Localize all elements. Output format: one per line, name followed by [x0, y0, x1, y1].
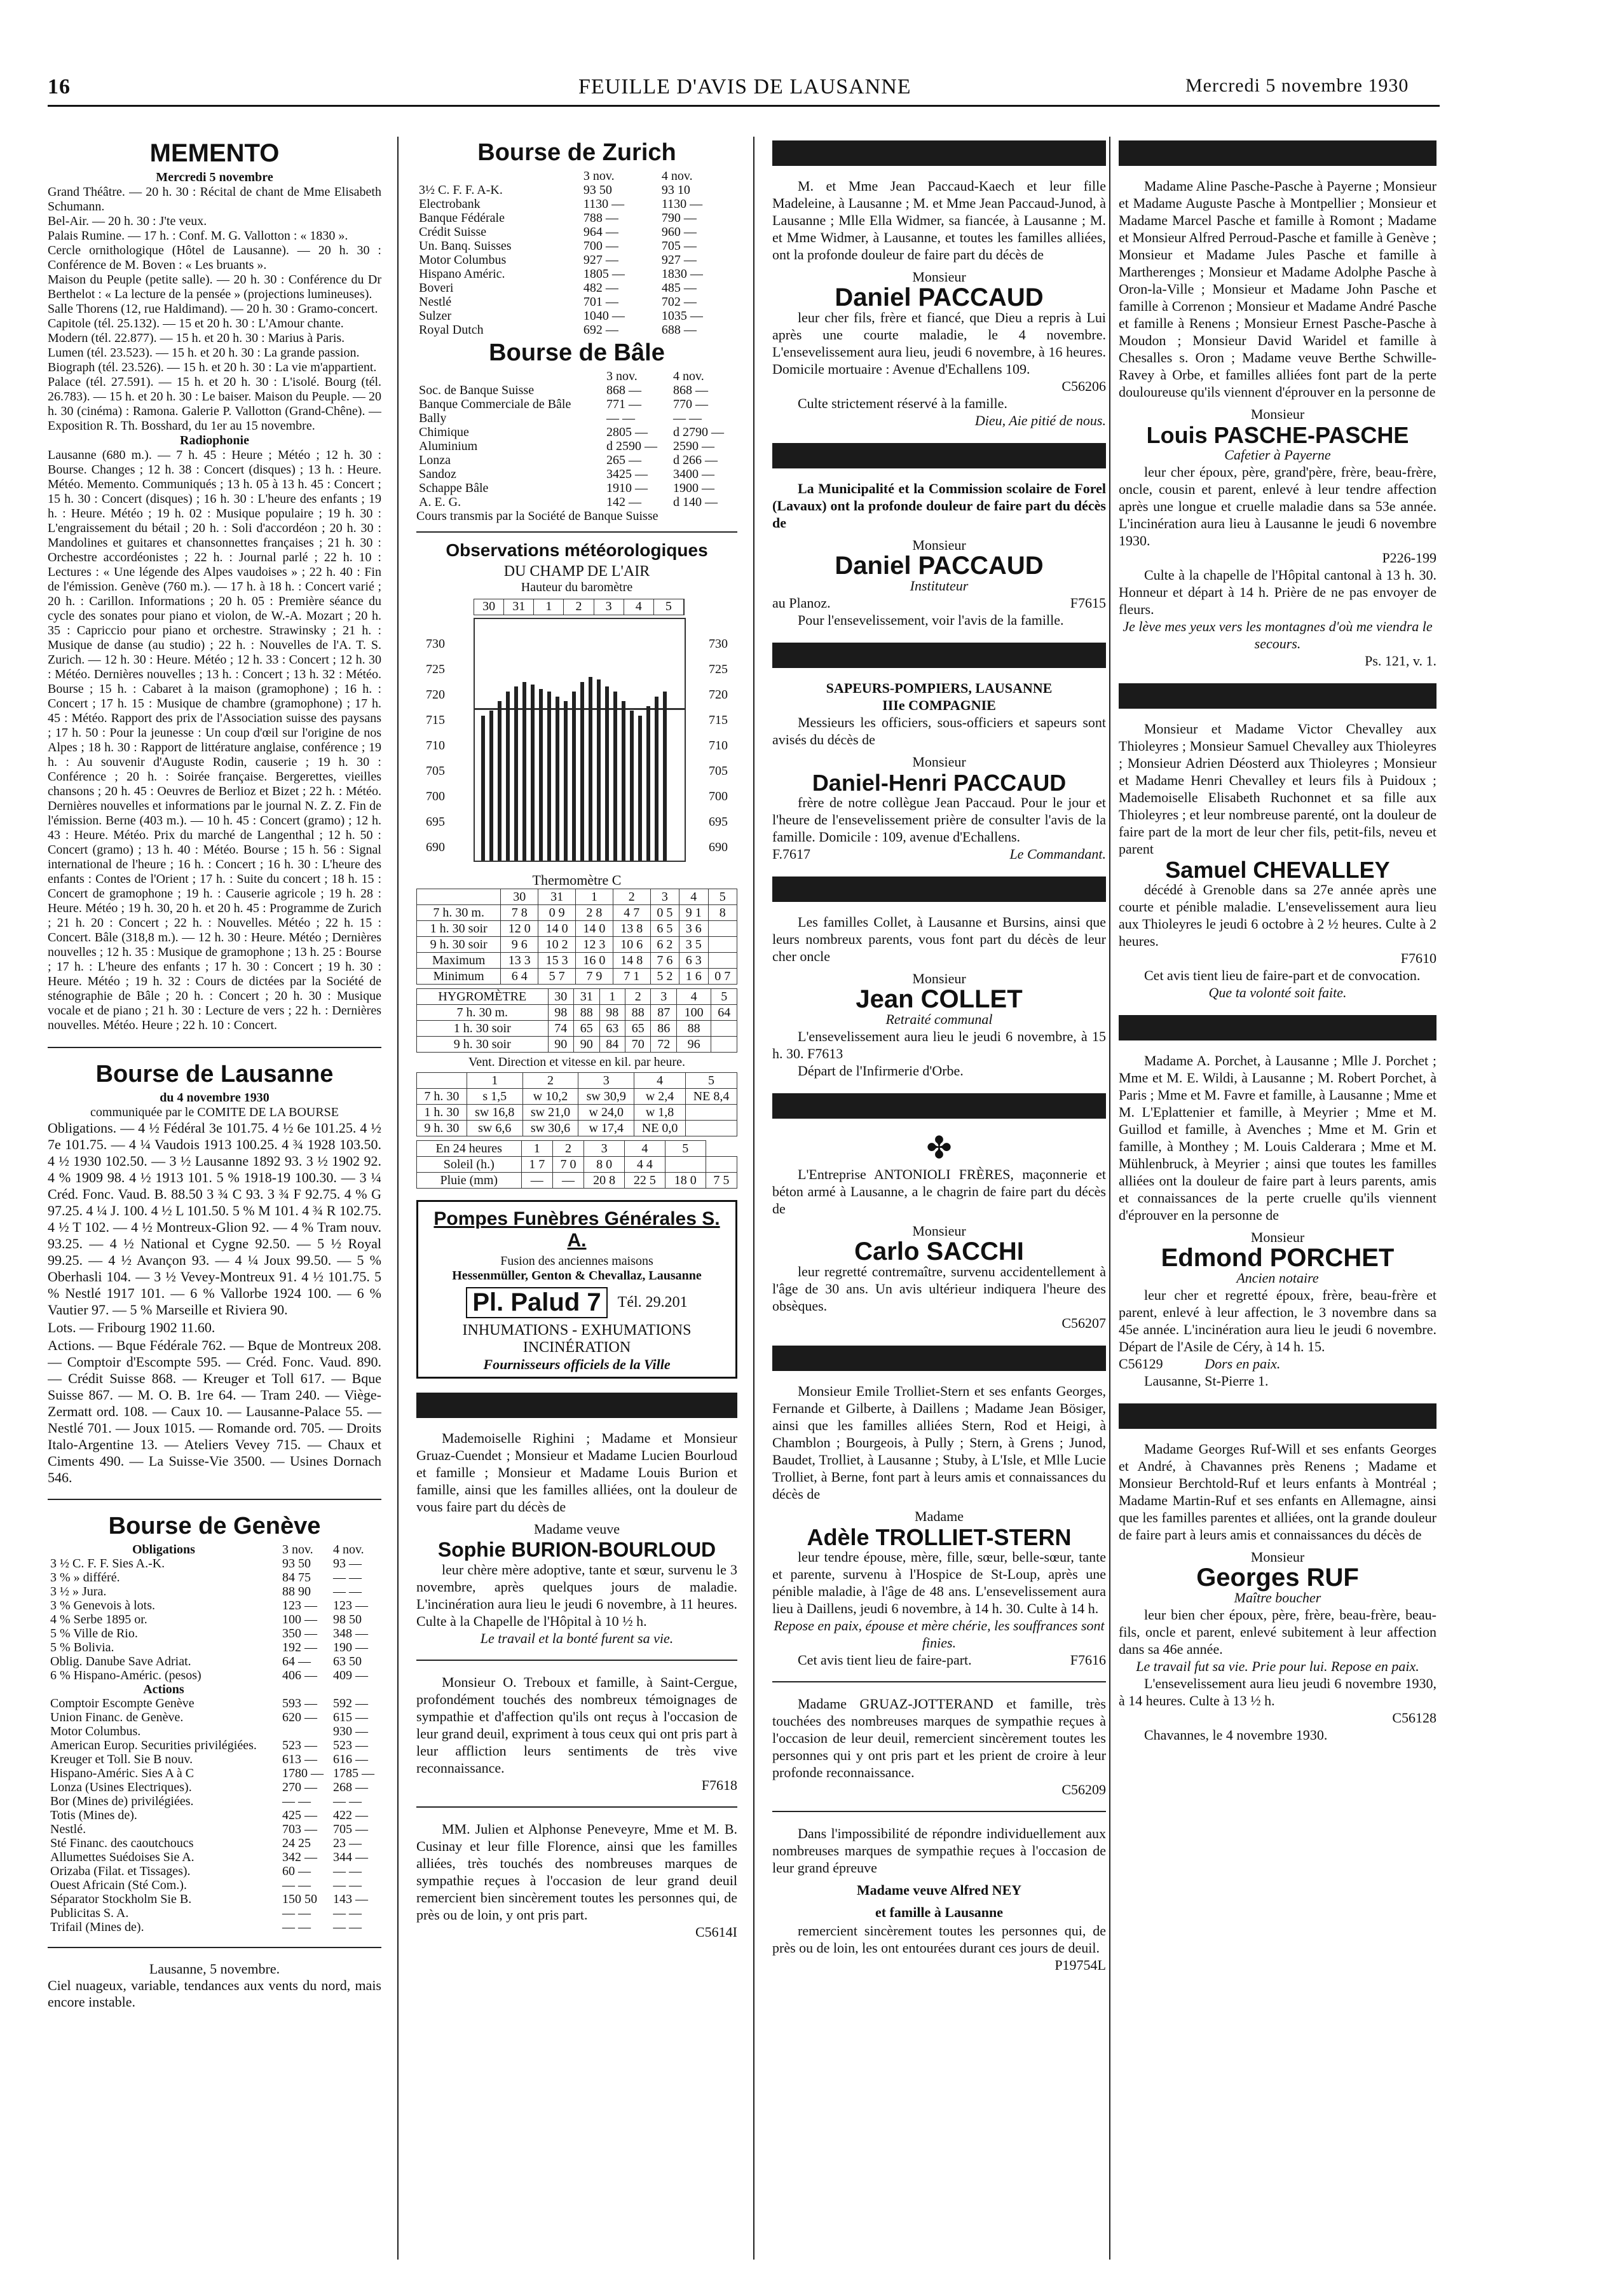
observations-title: Observations météorologiques — [446, 540, 708, 560]
header-rule — [48, 105, 1440, 107]
table-row: 6 % Hispano-Améric. (pesos) 406 — 409 — — [50, 1668, 368, 1682]
table-row: Motor Columbus 927 — 927 — — [419, 253, 697, 267]
bourse-geneve-title: Bourse de Genève — [108, 1513, 321, 1539]
burion-announcement: Mademoiselle Righini ; Madame et Monsieur Gruaz-Cuendet ; Monsieur et Madame Lucien Bourloud et famille ; Monsieur et Madame Louis Burion et famille, ainsi que les familles alliées, ont la douleur de vous faire part du décès de Madame veuve Sophie BURION-BOURLOUD leur chère mère adoptive, tante et sœur, survenu le 3 novembre, après quelques jours de maladie. L'incinération aura lieu le jeudi 6 novembre, à 11 heures. Culte à la Chapelle de l'Hôpital à 10 ½ h. Le travail et la bonté furent sa vie. — [416, 1430, 737, 1646]
observations-place: DU CHAMP DE L'AIR — [503, 563, 650, 580]
divider — [416, 1806, 737, 1808]
barometer-bar — [605, 686, 609, 861]
day-label: 4 — [624, 599, 654, 615]
paccaud-firemen-announcement: SAPEURS-POMPIERS, LAUSANNE IIIe COMPAGNIE Messieurs les officiers, sous-officiers et sapeurs sont avisés du décès de Monsieur Daniel-Henri PACCAUD frère de notre collègue Jean Paccaud. Pour le jour et l'heure de l'ensevelissement prière de consulter l'avis de la famille. Domicile : 109, avenue d'Echallens. F.7617 Le Commandant. — [772, 680, 1106, 862]
mourning-bar — [772, 1346, 1106, 1371]
table-row: Bor (Mines de) privilégiées. — — — — — [50, 1794, 362, 1808]
table-row: Banque Commerciale de Bâle 771 — 770 — — [419, 397, 709, 411]
thermo-title: Thermomètre C — [532, 872, 622, 888]
table-row: Electrobank 1130 — 1130 — — [419, 197, 703, 211]
porchet-announcement: Madame A. Porchet, à Lausanne ; Mlle J. Porchet ; Mme et M. E. Wildi, à Lausanne ; M. Robert Porchet, à Paris ; Mme et M. Favre et famille, à Lausanne ; Mme et M. L'Eplattenier et famille, à Meyrier ; Mme et M. Guillod et famille, à Avenches ; Mme et M. Grin et famille, à Monthey ; M. Louis Calderara ; Mme et M. Mühlenbruck, à Meyrier ; ainsi que toutes les familles alliées ont la douleur de faire part à leurs parents, amis et connaissances de la perte cruelle qu'ils viennent d'éprouver en la personne de Monsieur Edmond PORCHET Ancien notaire leur cher et regretté époux, frère, beau-frère et parent, enlevé à leur affection, le 3 novembre dans sa 45e année. L'incinération aura lieu le jeudi 6 novembre. Départ de l'Asile de Céry, à 14 h. 15. C56129 Dors en paix. Lausanne, St-Pierre 1. — [1119, 1053, 1436, 1389]
barometer-bar — [506, 692, 510, 861]
table-row: HYGROMÈTRE 30 31 1 2 3 4 5 — [417, 989, 737, 1005]
weather-text: Ciel nuageux, variable, tendances aux vents du nord, mais encore instable. — [48, 1977, 381, 2010]
divider — [48, 1499, 381, 1500]
table-row: Kreuger et Toll. Sie B nouv. 613 — 616 — — [50, 1752, 368, 1766]
barometer-bar — [597, 679, 601, 861]
radio-body: Lausanne (680 m.). — 7 h. 45 : Heure ; Météo ; 12 h. 30 : Bourse. Changes ; 12 h. 38 : Concert (disques) ; 13 h. : Heure. Météo. Memento. Communiqués ; 13 h. 05 à 13 h. 45 : Concert ; 15 h. 30 : Concert (disques) ; 16 h. 30 : L'heure des enfants ; 19 h. : Heure. Météo ; 19 h. 02 : Musique populaire ; 19 h. 30 : L'engraissement du bétail ; 20 h. : Soli d'accordéon ; 20 h. 30 : Mandolines et guitares et chansonnettes françaises ; 21 h. 30 : Orchestre accordéonistes ; 22 h. : Journal parlé ; 22 h. 10 : Lectures : « Une légende des Alpes vaudoises » ; 22 h. 40 : Fin de l'émission. Genève (760 m.). — 17 h. à 18 h. : Concert varié ; 20 h. : Carillon. Informations ; 20 h. 05 : Première séance du cycle des sonates pour piano et violon, de W.-A. Mozart ; 20 h. 35 : Capriccio pour piano et orchestre. Strawinsky ; 21 h. : Musique de danse (au studio) ; 22 h. : Nouvelles de l'A. T. S. Zurich. — 12 h. 30 : Heure. Météo ; 12 h. 33 : Concert ; 12 h. 30 : Météo. Dernières nouvelles ; 13 h. : Concert ; 13 h. 32 : Météo. Bourse ; 15 h. : Cabaret à la maison (gramophone) ; 16 h. : Concert ; 17 h. 15 : Musique de chambre (gramophone) ; 17 h. 45 : Météo. Rapport des prix de l'Association suisse des paysans ; 17 h. 50 : Pour la jeunesse : Un coup d'œil sur l'origine de nos Alpes ; 18 h. 30 : Rapport de littérature anglaise, conférence ; 19 h. : Au souvenir d'Auguste Rodin, causerie ; 19 h. 30 : Conférence ; 20 h. : Soirée française. Bergerettes, vieilles chansons ; 20 h. 45 : Oeuvres de Berlioz et Bizet ; 22 h. : Météo. Dernières nouvelles et informations par le journal N. Z. Z. Fin de l'émission. Berne (403 m.). — 10 h. 45 : Concert (gramo) ; 12 h. 43 : Heure. Météo. Prix du marché de Langenthal ; 12 h. 50 : Concert (gramo) ; 13 h. 40 : Météo. Bourse ; 15 h. 56 : Signal international de l'heure ; 16 h. : Concert ; 16 h. 30 : L'heure des enfants : Contes de l'Orient ; 17 h. : Suite du concert ; 18 h. 15 : Concert de gramophone ; 19 h. : Causerie agricole ; 19 h. 28 : Heure. Météo ; 19 h. 30, 20 h. et 20 h. 45 : Programme de Zurich ; 21 h. 20 : Concert ; 22 h. : Nouvelles. Météo ; 22 h. 15 : Concert. Bâle (318,8 m.). — 12 h. 30 : Heure. Météo ; Dernières nouvelles ; 12 h. 35 : Musique de gramophone ; 13 h. 25 : Bourse ; 17 h. : L'heure des enfants ; 17 h. 30 : Concert ; 19 h. 30 : Heure. Météo ; 19 h. 32 : Cours de dictées par la Société de sténographie de Bâle ; 20 h. : Concert ; 20 h. 30 : Musique vocale et de piano ; 21 h. 30 : Lecture de vers ; 22 h. : Dernières nouvelles. Météo. Heure ; 22 h. 10 : Concert. — [48, 448, 381, 1032]
ney-thanks: Dans l'impossibilité de répondre individuellement aux nombreuses marques de sympathie reçues à l'occasion de leur grand épreuve Madame veuve Alfred NEY et famille à Lausanne remercient sincèrement toutes les personnes qui, de près ou de loin, les ont entourées durant ces jours de deuil. P19754L — [772, 1825, 1106, 1973]
column-4 — [1119, 137, 1436, 2260]
scale-label: 690 — [709, 840, 728, 854]
table-row: Motor Columbus. 930 — — [50, 1724, 368, 1738]
table-row: Publicitas S. A. — — — — — [50, 1906, 362, 1920]
cross-icon: ✤ — [926, 1131, 952, 1165]
bourse-bale-footer: Cours transmis par la Société de Banque Suisse — [416, 509, 658, 523]
table-row: Sulzer 1040 — 1035 — — [419, 309, 703, 323]
table-row: 7 h. 30 m. 98 88 98 88 87 100 64 — [417, 1005, 737, 1021]
table-row: Aluminium d 2590 — 2590 — — [419, 439, 715, 453]
table-row: 7 h. 30 m. 7 8 0 9 2 8 4 7 0 5 9 1 8 — [417, 905, 737, 921]
barometer-bar — [638, 716, 642, 861]
barometer-bar — [589, 677, 592, 861]
bourse-lausanne-date: du 4 novembre 1930 — [160, 1091, 270, 1105]
scale-label: 715 — [426, 713, 445, 727]
table-row: Totis (Mines de). 425 — 422 — — [50, 1808, 368, 1822]
table-row: Orizaba (Filat. et Tissages). 60 — — — — [50, 1864, 362, 1878]
scale-label: 695 — [709, 815, 728, 829]
table-row: Pluie (mm) — — 20 8 22 5 18 0 7 5 — [417, 1173, 737, 1189]
table-row: 3 % » différé. 84 75 — — — [50, 1571, 362, 1585]
bourse-geneve-table: Obligations 3 nov. 4 nov. 3 ½ C. F. F. Sies A.-K. 93 50 93 — 3 % » différé. 84 75 — — 3 ½ » Jura. 88 90 — — 3 % Genevois à lots. 123 — 123 — 4 % Serbe 1895 or. 100 — 98 50 5 % Ville de Rio. 350 — 348 — 5 % Bolivia. 192 — 190 — Oblig. Danube Save Adriat. 64 — 63 50 6 % Hispano-Améric. (pesos) 406 — 409 — Actions Comptoir Escompte Genève 593 — 592 — Union Financ. de Genève. 620 — 615 — Motor Columbus. 930 — American Europ. Securities privilégiées. 523 — 523 — Kreuger et Toll. Sie B nouv. 613 — 616 — Hispano-Améric. Sies A à C 1780 — 1785 — Lonza (Usines Electriques). 270 — 268 — Bor (Mines de) privilégiées. — — — — Totis (Mines de). 425 — 422 — Nestlé. 703 — 705 — Sté Financ. des caoutchoucs 24 25 23 — Allumettes Suédoises Sie A. 342 — 344 — Orizaba (Filat. et Tissages). 60 — — — Ouest Africain (Sté Com.). — — — — Séparator Stockholm Sie B. 150 50 143 — Publicitas S. A. — — — — Trifail (Mines de). — — — — — [48, 1543, 381, 1934]
barometer-bar — [663, 692, 667, 861]
table-row: Hispano-Améric. Sies A à C 1780 — 1785 — — [50, 1766, 374, 1780]
divider — [48, 1047, 381, 1048]
day-label: 3 — [594, 599, 624, 615]
column-divider — [397, 137, 399, 2260]
table-row: Trifail (Mines de). — — — — — [50, 1920, 362, 1934]
bourse-zurich-table: 3 nov. 4 nov. 3½ C. F. F. A-K. 93 50 93 10 Electrobank 1130 — 1130 — Banque Fédérale 788 — 790 — Crédit Suisse 964 — 960 — Un. Banq. Suisses 700 — 705 — Motor Columbus 927 — 927 — Hispano Améric. 1805 — 1830 — Boveri 482 — 485 — Nestlé 701 — 702 — Sulzer 1040 — 1035 — Royal Dutch 692 — 688 — — [416, 169, 737, 337]
chevalley-announcement: Monsieur et Madame Victor Chevalley aux Thioleyres ; Monsieur Samuel Chevalley aux Thioleyres ; Monsieur Adrien Déosterd aux Thioleyres ; Monsieur et Madame Henri Chevalley et leurs fils à Puidoux ; Mademoiselle Elisabeth Ruchonnet et sa fille aux Thioleyres ; et leur nombreuse parenté, ont la douleur de faire part de la mort de leur cher fils, petit-fils, neveu et parent Samuel CHEVALLEY décédé à Grenoble dans sa 27e année après une courte et pénible maladie. L'ensevelissement aura lieu aux Thioleyres le jeudi 6 octobre à 2 ½ heures. Culte à 2 heures. F7610 Cet avis tient lieu de faire-part et de convocation. Que ta volonté soit faite. — [1119, 721, 1436, 1000]
collet-announcement: Les familles Collet, à Lausanne et Bursins, ainsi que leurs nombreux parents, vous font part du décès de leur cher oncle Monsieur Jean COLLET Retraité communal L'ensevelissement aura lieu le jeudi 6 novembre, à 15 h. 30. F7613 Départ de l'Infirmerie d'Orbe. — [772, 914, 1106, 1079]
table-row: En 24 heures 1 2 3 4 5 — [417, 1141, 737, 1157]
barometer-bar — [522, 682, 526, 861]
scale-label: 695 — [426, 815, 445, 829]
day-label: 5 — [654, 599, 684, 615]
scale-label: 700 — [426, 789, 445, 803]
barometer-bar — [539, 689, 543, 861]
mourning-bar — [772, 1093, 1106, 1119]
table-row: Banque Fédérale 788 — 790 — — [419, 211, 697, 225]
divider — [416, 1660, 737, 1661]
table-row: 5 % Bolivia. 192 — 190 — — [50, 1640, 368, 1654]
scale-label: 710 — [709, 739, 728, 753]
table-row: 3½ C. F. F. A-K. 93 50 93 10 — [419, 183, 690, 197]
radio-title: Radiophonie — [180, 433, 249, 447]
table-row: Soc. de Banque Suisse 868 — 868 — — [419, 383, 709, 397]
barometer-bar — [514, 686, 518, 861]
table-row: 4 % Serbe 1895 or. 100 — 98 50 — [50, 1613, 362, 1627]
gruaz-thanks: Madame GRUAZ-JOTTERAND et famille, très touchées des nombreuses marques de sympathie reçues à l'occasion de leur deuil, remercient sincèrement toutes les personnes qui y ont pris part et les prient de croire à leur profonde reconnaissance. C56209 — [772, 1696, 1106, 1797]
table-row: Nestlé. 703 — 705 — — [50, 1822, 368, 1836]
pompes-funebres-ad: Pompes Funèbres Générales S. A. Fusion des anciennes maisons Hessenmüller, Genton & Chevallaz, Lausanne Pl. Palud 7 Tél. 29.201 INHUMATIONS - EXHUMATIONS INCINÉRATION Fournisseurs officiels de la Ville — [416, 1200, 737, 1379]
day-label: 2 — [564, 599, 594, 615]
mourning-bar — [772, 643, 1106, 668]
table-row: Boveri 482 — 485 — — [419, 281, 697, 295]
table-row: Bally — — — — — [419, 411, 702, 425]
table-row: Hispano Améric. 1805 — 1830 — — [419, 267, 703, 281]
scale-label: 700 — [709, 789, 728, 803]
memento-body: Grand Théâtre. — 20 h. 30 : Récital de chant de Mme Elisabeth Schumann. Bel-Air. — 20 h. 30 : J'te veux. Palais Rumine. — 17 h. : Conf. M. G. Vallotton : « 1830 ». Cercle ornithologique (Hôtel de Lausanne). — 20 h. 30 : Conférence de M. Boven : « Les bruants ». Maison du Peuple (petite salle). — 20 h. 30 : Conférence du Dr Berthelot : « La lecture de la pensée » (projections lumineuses). Salle Thorens (12, rue Haldimand). — 20 h. 30 : Gramo-concert. Capitole (tél. 25.132). — 15 et 20 h. 30 : L'Amour chante. Modern (tél. 22.877). — 15 h. et 20 h. 30 : Marius à Paris. Lumen (tél. 23.523). — 15 h. et 20 h. 30 : La grande passion. Biograph (tél. 23.526). — 15 h. et 20 h. 30 : La vie m'appartient. Palace (tél. 27.591). — 15 h. et 20 h. 30 : L'isolé. Bourg (tél. 26.783). — 15 h. et 20 h. 30 : Le baiser. Maison du Peuple. — 20 h. 30 (cinéma) : Ramona. Galerie P. Vallotton (Grand-Chêne). — Exposition R. Th. Bosshard, du 1er au 15 novembre. Radiophonie Lausanne (680 m.). — 7 h. 45 : Heure ; Météo ; 12 h. 30 : Bourse. Changes ; 12 h. 38 : Concert (disques) ; 13 h. : Heure. Météo. Memento. Communiqués ; 13 h. 05 à 13 h. 45 : Concert ; 15 h. 30 : Concert (disques) ; 16 h. 30 : L'heure des enfants ; 19 h. : Heure. Météo ; 19 h. 02 : Musique populaire ; 19 h. 30 : L'engraissement du bétail ; 20 h. : Soli d'accordéon ; 20 h. 30 : Mandolines et guitares et chansonnettes françaises ; 21 h. 30 : Orchestre accordéonistes ; 22 h. : Journal parlé ; 22 h. 10 : Lectures : « Une légende des Alpes vaudoises » ; 22 h. 40 : Fin de l'émission. Genève (760 m.). — 17 h. à 18 h. : Concert varié ; 20 h. : Carillon. Informations ; 20 h. 05 : Première séance du cycle des sonates pour piano et violon, de W.-A. Mozart ; 20 h. 35 : Capriccio pour piano et orchestre. Strawinsky ; 21 h. : Musique de danse (au studio) ; 22 h. : Nouvelles de l'A. T. S. Zurich. — 12 h. 30 : Heure. Météo ; 12 h. 33 : Concert ; 12 h. 30 : Météo. Dernières nouvelles ; 13 h. : Concert ; 13 h. 32 : Météo. Bourse ; 15 h. : Cabaret à la maison (gramophone) ; 16 h. : Concert ; 17 h. 15 : Musique de chambre (gramophone) ; 17 h. 45 : Météo. Rapport des prix de l'Association suisse des paysans ; 17 h. 50 : Pour la jeunesse : Un coup d'œil sur l'origine de nos Alpes ; 18 h. 30 : Rapport de littérature anglaise, conférence ; 19 h. : Au souvenir d'Auguste Rodin, causerie ; 19 h. 30 : Conférence ; 20 h. : Soirée française. Bergerettes, vieilles chansons ; 20 h. 45 : Oeuvres de Berlioz et Bizet ; 22 h. : Météo. Dernières nouvelles et informations par le journal N. Z. Z. Fin de l'émission. Berne (403 m.). — 10 h. 45 : Concert (gramo) ; 12 h. 43 : Heure. Météo. Prix du marché de Langenthal ; 12 h. 50 : Concert (gramo) ; 13 h. 40 : Météo. Bourse ; 15 h. 56 : Signal international de l'heure ; 16 h. : Concert ; 16 h. 30 : L'heure des enfants : Contes de l'Orient ; 17 h. : Suite du concert ; 18 h. 15 : Concert de gramophone ; 19 h. : Causerie agricole ; 19 h. 28 : Heure. Météo ; 19 h. 30, 20 h. et 20 h. 45 : Programme de Zurich ; 21 h. 20 : Concert ; 22 h. : Nouvelles. Météo ; 22 h. 15 : Concert. Bâle (318,8 m.). — 12 h. 30 : Heure. Météo ; Dernières nouvelles ; 12 h. 35 : Musique de gramophone ; 13 h. 25 : Bourse ; 17 h. : L'heure des enfants ; 17 h. 30 : Concert ; 19 h. 30 : Heure. Météo ; 19 h. 32 : Cours de dictées par la Société de sténographie de Bâle ; 20 h. : Concert ; 20 h. 30 : Musique vocale et de piano ; 21 h. 30 : Lecture de vers ; 22 h. : Dernières nouvelles. Météo. Heure ; 22 h. 10 : Concert. — [48, 185, 381, 1032]
table-row: Crédit Suisse 964 — 960 — — [419, 225, 697, 239]
divider — [416, 531, 737, 533]
table-row: 1 h. 30 soir 74 65 63 65 86 88 — [417, 1021, 737, 1037]
table-row: Soleil (h.) 1 7 7 0 8 0 4 4 — [417, 1157, 737, 1173]
scale-label: 725 — [709, 662, 728, 676]
table-row: Minimum 6 4 5 7 7 9 7 1 5 2 1 6 0 7 — [417, 969, 737, 985]
table-row: 7 h. 30 s 1,5 w 10,2 sw 30,9 w 2,4 NE 8,4 — [417, 1089, 737, 1105]
wind-title: Vent. Direction et vitesse en kil. par heure. — [468, 1055, 685, 1069]
table-row: Allumettes Suédoises Sie A. 342 — 344 — — [50, 1850, 368, 1864]
divider — [772, 1681, 1106, 1682]
memento-date: Mercredi 5 novembre — [156, 170, 273, 184]
bourse-lausanne-source: communiquée par le COMITE DE LA BOURSE — [90, 1105, 339, 1119]
table-row: Chimique 2805 — d 2790 — — [419, 425, 725, 439]
paccaud-family-announcement: M. et Mme Jean Paccaud-Kaech et leur fille Madeleine, à Lausanne ; M. et Mme Jean Paccaud-Junod, à Lausanne ; Mlle Ella Widmer, sa fiancée, à Lausanne ; M. et Mme Widmer, à Lausanne, et toutes les familles alliées, ont la profonde douleur de faire part du décès de Monsieur Daniel PACCAUD leur cher fils, frère et fiancé, que Dieu a repris à Lui après une courte maladie, le 4 novembre. L'ensevelissement aura lieu, jeudi 6 novembre, à 16 heures. Domicile mortuaire : Avenue d'Echallens 109. C56206 Culte strictement réservé à la famille. Dieu, Aie pitié de nous. — [772, 178, 1106, 428]
bourse-lausanne-title: Bourse de Lausanne — [95, 1061, 334, 1088]
barometer-bar — [498, 701, 502, 861]
table-row: 9 h. 30 soir 90 90 84 70 72 96 — [417, 1037, 737, 1053]
scale-label: 730 — [426, 637, 445, 651]
table-row: 1 h. 30 sw 16,8 sw 21,0 w 24,0 w 1,8 — [417, 1105, 737, 1121]
wind-table — [416, 1072, 737, 1136]
table-row: Lonza (Usines Electriques). 270 — 268 — — [50, 1780, 368, 1794]
table-row: Séparator Stockholm Sie B. 150 50 143 — — [50, 1892, 368, 1906]
barometer-bar — [481, 716, 485, 861]
peneveyre-thanks: MM. Julien et Alphonse Peneveyre, Mme et M. B. Cusinay et leur fille Florence, ainsi que les familles alliées, très touchés des nombreuses marques de sympathie reçues à l'occasion de leur grand deuil remercient bien sincèrement toutes les personnes qui, de près ou de loin, y ont pris part. C5614I — [416, 1821, 737, 1940]
table-row: Un. Banq. Suisses 700 — 705 — — [419, 239, 697, 253]
table-row: 5 % Ville de Rio. 350 — 348 — — [50, 1627, 368, 1640]
hygro-table — [416, 988, 737, 1053]
table-row: 9 h. 30 soir 9 6 10 2 12 3 10 6 6 2 3 5 — [417, 937, 737, 953]
table-row: Ouest Africain (Sté Com.). — — — — — [50, 1878, 362, 1892]
barometer-bar — [580, 682, 584, 861]
sacchi-announcement: L'Entreprise ANTONIOLI FRÈRES, maçonnerie et béton armé à Lausanne, a le chagrin de faire part du décès de Monsieur Carlo SACCHI leur regretté contremaître, survenu accidentellement à l'âge de 30 ans. Un avis ultérieur indiquera l'heure des obsèques. C56207 — [772, 1166, 1106, 1331]
table-row: Schappe Bâle 1910 — 1900 — — [419, 481, 715, 495]
scale-label: 715 — [709, 713, 728, 727]
barometer-bar — [531, 685, 535, 861]
bourse-zurich-title: Bourse de Zurich — [477, 139, 676, 166]
pasche-announcement: Madame Aline Pasche-Pasche à Payerne ; Monsieur et Madame Auguste Pasche à Montpellier ; Monsieur et Madame Marcel Pasche et famille à Romont ; Madame et Monsieur Alfred Perroud-Pasche et famille à Genève ; Monsieur et Madame Jules Pasche et famille à Martherenges ; Monsieur et Madame Adolphe Pasche à Oron-la-Ville ; Monsieur et Madame John Pasche et famille à Correnon ; Monsieur et Madame André Pasche et famille à Renens ; Monsieur Ernest Pasche-Pasche à Moudon ; Monsieur David Waridel et famille à Chesalles s. Oron ; Madame veuve Berthe Schwille-Ravey à Orbe, et familles alliées font part de la perte douloureuse qu'ils viennent d'éprouver en la personne de Monsieur Louis PASCHE-PASCHE Cafetier à Payerne leur cher époux, père, grand'père, frère, beau-frère, oncle, cousin et parent, enlevé à leur tendre affection après une longue et cruelle maladie dans sa 53e année. L'incinération aura lieu à Lausanne le jeudi 6 novembre 1930. P226-199 Culte à la chapelle de l'Hôpital cantonal à 13 h. 30. Honneur et départ à 14 h. Prière de ne pas envoyer de fleurs. Je lève mes yeux vers les montagnes d'où me viendra le secours. Ps. 121, v. 1. — [1119, 178, 1436, 669]
table-row: Lonza 265 — d 266 — — [419, 453, 718, 467]
barometer-bar — [564, 701, 568, 861]
scale-label: 720 — [709, 688, 728, 702]
bourse-bale-title: Bourse de Bâle — [489, 339, 665, 366]
scale-label: 690 — [426, 840, 445, 854]
scale-label: 725 — [426, 662, 445, 676]
table-row: Comptoir Escompte Genève 593 — 592 — — [50, 1696, 368, 1710]
scale-label: 705 — [426, 764, 445, 778]
column-divider — [1109, 137, 1110, 2260]
table-row: Oblig. Danube Save Adriat. 64 — 63 50 — [50, 1654, 362, 1668]
mourning-bar — [416, 1393, 737, 1418]
paccaud-municipality-announcement: La Municipalité et la Commission scolaire de Forel (Lavaux) ont la profonde douleur de faire part du décès de Monsieur Daniel PACCAUD Instituteur au Planoz. F7615 Pour l'ensevelissement, voir l'avis de la famille. — [772, 481, 1106, 628]
barometer-plot — [474, 618, 686, 862]
mourning-bar — [1119, 1015, 1436, 1040]
table-row: American Europ. Securities privilégiées. 523 — 523 — — [50, 1738, 368, 1752]
barometer-chart — [416, 599, 737, 872]
table-row: 30 31 1 2 3 4 5 — [417, 889, 737, 905]
table-row: 3 ½ C. F. F. Sies A.-K. 93 50 93 — — [50, 1557, 362, 1571]
column-1 — [48, 137, 381, 2260]
mourning-bar — [772, 443, 1106, 468]
barometer-bar — [556, 697, 559, 861]
barometer-bar — [547, 692, 551, 861]
barometer-bar — [622, 701, 625, 861]
memento-title: MEMENTO — [149, 139, 280, 167]
table-row: 1 h. 30 soir 12 0 14 0 14 0 13 8 6 5 3 6 — [417, 921, 737, 937]
day-label: 31 — [504, 599, 534, 615]
table-row: Nestlé 701 — 702 — — [419, 295, 697, 309]
barometer-bar — [630, 711, 634, 861]
page-number: 16 — [48, 75, 71, 99]
table-row: Maximum 13 3 15 3 16 0 14 8 7 6 6 3 — [417, 953, 737, 969]
divider — [772, 1811, 1106, 1812]
scale-label: 720 — [426, 688, 445, 702]
thermo-table — [416, 889, 737, 985]
barometer-bar — [613, 692, 617, 861]
column-divider — [753, 137, 754, 2260]
mourning-bar — [772, 140, 1106, 166]
observations-sub: Hauteur du baromètre — [521, 580, 633, 594]
barometer-bar — [489, 711, 493, 861]
weather-date: Lausanne, 5 novembre. — [149, 1961, 280, 1977]
bourse-lausanne-body: Obligations. — 4 ½ Fédéral 3e 101.75. 4 ½ 6e 101.25. 4 ½ 7e 101.75. — 4 ¼ Vaudois 1913 100.25. 4 ¾ 1928 103.50. 4 ½ 1930 102.50. — 3 ½ Lausanne 1892 93. 3 ½ 1902 92. 4 % 1909 98. 4 ½ 1913 101. 5 % 1918-19 100.30. — 3 ¼ Créd. Fonc. Vaud. B. 88.50 3 ¾ C 93. 3 ¾ F 92.75. 4 % G 97.25. 4 ¼ J. 100. 4 ½ L 101.50. 5 % M 101. 4 ¾ R 102.75. 4 ½ T 102. — 4 ½ Montreux-Glion 92. — 4 % Tram nouv. 93.25. — 4 ½ National et Cygne 92.50. — 5 ½ Royal 99.25. — 4 ½ Avançon 93. — 4 ¼ Joux 99.50. — 5 % Oberhasli 104. — 3 ½ Vevey-Montreux 91. 4 ½ 101.75. 5 % Nestlé 1917 101. — 6 % Vallorbe 1924 100. — 6 % Vautier 97. — 5 % Marseille et Riviera 90. Lots. — Fribourg 1902 11.60. Actions. — Bque Fédérale 762. — Bque de Montreux 208. — Comptoir d'Escompte 595. — Créd. Fonc. Vaud. 890. — Crédit Suisse 868. — Kreuger et Toll 617. — Bque Suisse 867. — M. O. B. 1re 64. — Tram 240. — Viège-Zermatt ord. 108. — Caux 10. — Lausanne-Palace 55. — Nestlé 701. — Joux 1015. — Romande ord. 705. — Droits Italo-Argentine 13. — Ateliers Vevey 715. — Chaux et Ciments 490. — La Suisse-Vie 3500. — Usines Dornach 546. — [48, 1120, 381, 1485]
scale-label: 730 — [709, 637, 728, 651]
ruf-announcement: Madame Georges Ruf-Will et ses enfants Georges et André, à Chavannes près Renens ; Madame et Monsieur Berchtold-Ruf et leurs enfants à Montréal ; Madame Martin-Ruf et ses enfants en Allemagne, ainsi que les familles parentes et alliées, ont la grande douleur de faire part à leurs amis et connaissances du décès de Monsieur Georges RUF Maître boucher leur bien cher époux, père, frère, beau-frère, beau-fils, oncle et parent, enlevé subitement à leur affection dans sa 46e année. Le travail fut sa vie. Prie pour lui. Repose en paix. L'ensevelissement aura lieu jeudi 6 novembre 1930, à 14 heures. Culte à 13 ½ h. C56128 Chavannes, le 4 novembre 1930. — [1119, 1441, 1436, 1743]
issue-date: Mercredi 5 novembre 1930 — [1185, 75, 1409, 96]
day-label: 1 — [534, 599, 564, 615]
scale-label: 710 — [426, 739, 445, 753]
table-row: 3 ½ » Jura. 88 90 — — — [50, 1585, 362, 1599]
table-row: Sté Financ. des caoutchoucs 24 25 23 — — [50, 1836, 362, 1850]
table-row: Union Financ. de Genève. 620 — 615 — — [50, 1710, 368, 1724]
divider — [48, 1947, 381, 1948]
table-row: Royal Dutch 692 — 688 — — [419, 323, 697, 337]
barometer-bar — [572, 692, 576, 861]
table-row: 9 h. 30 sw 6,6 sw 30,6 w 17,4 NE 0,0 — [417, 1121, 737, 1136]
day-label: 30 — [474, 599, 504, 615]
newspaper-title: FEUILLE D'AVIS DE LAUSANNE — [578, 75, 911, 99]
scale-label: 705 — [709, 764, 728, 778]
column-3 — [772, 137, 1106, 2260]
bourse-bale-table: 3 nov. 4 nov. Soc. de Banque Suisse 868 — 868 — Banque Commerciale de Bâle 771 — 770 — Bally — — — — Chimique 2805 — d 2790 — Aluminium d 2590 — 2590 — Lonza 265 — d 266 — Sandoz 3425 — 3400 — Schappe Bâle 1910 — 1900 — A. E. G. 142 — d 140 — — [416, 369, 737, 509]
barometer-bar — [655, 697, 658, 861]
table-row: 3 % Genevois à lots. 123 — 123 — — [50, 1599, 368, 1613]
mourning-bar — [1119, 1403, 1436, 1429]
trolliet-announcement: Monsieur Emile Trolliet-Stern et ses enfants Georges, Fernande et Gilberte, à Daillens ; Madame Jean Bösiger, ainsi que les familles alliées Stern, Rod et Heigi, à Chamblon ; Bourgeois, à Pully ; Stern, à Grens ; Junod, Baudet, Trolliet, à Lausanne ; Stuby, à L'Isle, et Mlle Lucie Trolliet, à Berne, font part à leurs amis et connaissances du décès de Madame Adèle TROLLIET-STERN leur tendre épouse, mère, fille, sœur, belle-sœur, tante et parente, survenu à l'Hospice de St-Loup, après une pénible maladie, à l'âge de 48 ans. L'ensevelissement aura lieu à Daillens, jeudi 6 novembre, à 14 h. 30. Culte à 14 h. Repose en paix, épouse et mère chérie, les souffrances sont finies. Cet avis tient lieu de faire-part. F7616 — [772, 1383, 1106, 1668]
rain-table — [416, 1140, 737, 1189]
mourning-bar — [1119, 140, 1436, 166]
table-row: Sandoz 3425 — 3400 — — [419, 467, 715, 481]
barometer-bar — [646, 706, 650, 861]
mourning-bar — [1119, 683, 1436, 709]
table-row: 1 2 3 4 5 — [417, 1073, 737, 1089]
mourning-bar — [772, 876, 1106, 902]
treboux-thanks: Monsieur O. Treboux et famille, à Saint-Cergue, profondément touchés des nombreux témoignages de sympathie et d'affection qu'ils ont reçus à l'occasion de leur grand deuil, expriment à tous ceux qui ont pris part à leur affliction leurs sentiments de très vive reconnaissance. F7618 — [416, 1674, 737, 1793]
column-2 — [416, 137, 737, 2260]
table-row: A. E. G. 142 — d 140 — — [419, 495, 718, 509]
